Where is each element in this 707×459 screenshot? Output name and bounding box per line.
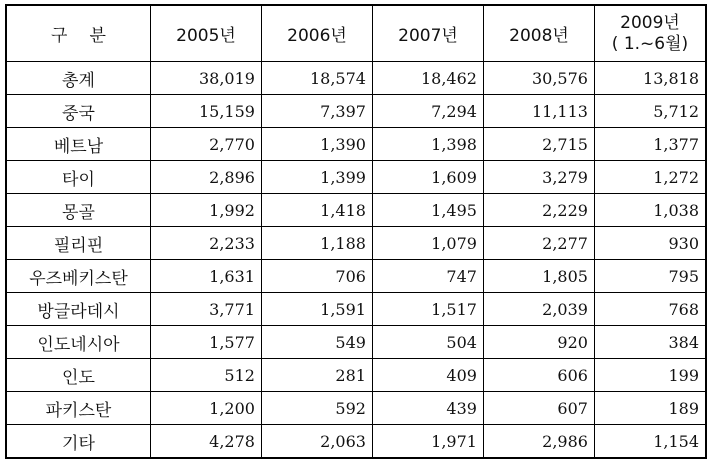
table-cell: 1,038	[594, 194, 706, 227]
table-cell: 2,896	[150, 161, 261, 194]
table-row	[6, 326, 706, 359]
table-cell: 1,495	[372, 194, 483, 227]
header-year-2007: 2007년	[372, 5, 483, 62]
table-cell: 512	[150, 359, 261, 392]
table-cell: 3,279	[483, 161, 594, 194]
statistics-table	[5, 4, 707, 459]
table-row	[6, 95, 706, 128]
row-label: 필리핀	[6, 227, 150, 260]
table-cell: 549	[261, 326, 372, 359]
table-row	[6, 359, 706, 392]
header-year-2009-line2: ( 1.~6월)	[611, 33, 689, 54]
header-category-part2: 분	[89, 26, 106, 46]
table-cell: 1,591	[261, 293, 372, 326]
table-row	[6, 227, 706, 260]
table-cell: 1,992	[150, 194, 261, 227]
table-cell: 795	[594, 260, 706, 293]
table-cell: 606	[483, 359, 594, 392]
table-cell: 2,770	[150, 128, 261, 161]
header-year-2006: 2006년	[261, 5, 372, 62]
table-cell: 384	[594, 326, 706, 359]
table-cell: 1,079	[372, 227, 483, 260]
table-cell: 1,577	[150, 326, 261, 359]
row-label: 타이	[6, 161, 150, 194]
table-row	[6, 392, 706, 425]
table-cell: 504	[372, 326, 483, 359]
table-cell: 1,377	[594, 128, 706, 161]
table-cell: 1,398	[372, 128, 483, 161]
table-cell: 1,805	[483, 260, 594, 293]
table-cell: 3,771	[150, 293, 261, 326]
table-cell: 2,229	[483, 194, 594, 227]
table-cell: 281	[261, 359, 372, 392]
table-cell: 1,971	[372, 425, 483, 459]
table-cell: 1,154	[594, 425, 706, 459]
header-year-2009-line1: 2009년	[620, 12, 680, 33]
table-cell: 7,397	[261, 95, 372, 128]
header-year-2008: 2008년	[483, 5, 594, 62]
table-cell: 930	[594, 227, 706, 260]
table-cell: 1,609	[372, 161, 483, 194]
table-cell: 747	[372, 260, 483, 293]
table-cell: 409	[372, 359, 483, 392]
table-cell: 18,462	[372, 62, 483, 95]
table-cell: 1,631	[150, 260, 261, 293]
header-year-2009	[594, 5, 706, 62]
table-cell: 38,019	[150, 62, 261, 95]
table-body	[6, 62, 706, 459]
row-label: 방글라데시	[6, 293, 150, 326]
table-cell: 607	[483, 392, 594, 425]
table-cell: 2,063	[261, 425, 372, 459]
row-label: 인도	[6, 359, 150, 392]
statistics-table-container	[5, 4, 707, 459]
row-label: 파키스탄	[6, 392, 150, 425]
table-cell: 2,715	[483, 128, 594, 161]
row-label: 베트남	[6, 128, 150, 161]
row-label: 몽골	[6, 194, 150, 227]
table-cell: 15,159	[150, 95, 261, 128]
row-label: 인도네시아	[6, 326, 150, 359]
row-label: 우즈베키스탄	[6, 260, 150, 293]
table-cell: 1,188	[261, 227, 372, 260]
row-label: 기타	[6, 425, 150, 459]
table-cell: 1,272	[594, 161, 706, 194]
table-cell: 920	[483, 326, 594, 359]
row-label: 총계	[6, 62, 150, 95]
table-cell: 439	[372, 392, 483, 425]
table-cell: 13,818	[594, 62, 706, 95]
table-cell: 2,233	[150, 227, 261, 260]
header-category	[6, 5, 150, 62]
table-row	[6, 128, 706, 161]
table-row	[6, 194, 706, 227]
table-cell: 4,278	[150, 425, 261, 459]
table-cell: 1,517	[372, 293, 483, 326]
table-row	[6, 260, 706, 293]
table-cell: 592	[261, 392, 372, 425]
table-cell: 2,986	[483, 425, 594, 459]
header-category-part1: 구	[51, 26, 68, 46]
table-cell: 2,039	[483, 293, 594, 326]
header-year-2005: 2005년	[150, 5, 261, 62]
table-cell: 706	[261, 260, 372, 293]
table-cell: 7,294	[372, 95, 483, 128]
table-cell: 768	[594, 293, 706, 326]
table-cell: 2,277	[483, 227, 594, 260]
table-cell: 1,390	[261, 128, 372, 161]
table-cell: 199	[594, 359, 706, 392]
table-cell: 1,399	[261, 161, 372, 194]
table-row	[6, 425, 706, 459]
table-cell: 1,418	[261, 194, 372, 227]
table-row	[6, 161, 706, 194]
table-cell: 1,200	[150, 392, 261, 425]
table-cell: 5,712	[594, 95, 706, 128]
table-cell: 11,113	[483, 95, 594, 128]
table-cell: 30,576	[483, 62, 594, 95]
table-row	[6, 293, 706, 326]
table-cell: 189	[594, 392, 706, 425]
header-row	[6, 5, 706, 62]
row-label: 중국	[6, 95, 150, 128]
table-row	[6, 62, 706, 95]
table-cell: 18,574	[261, 62, 372, 95]
